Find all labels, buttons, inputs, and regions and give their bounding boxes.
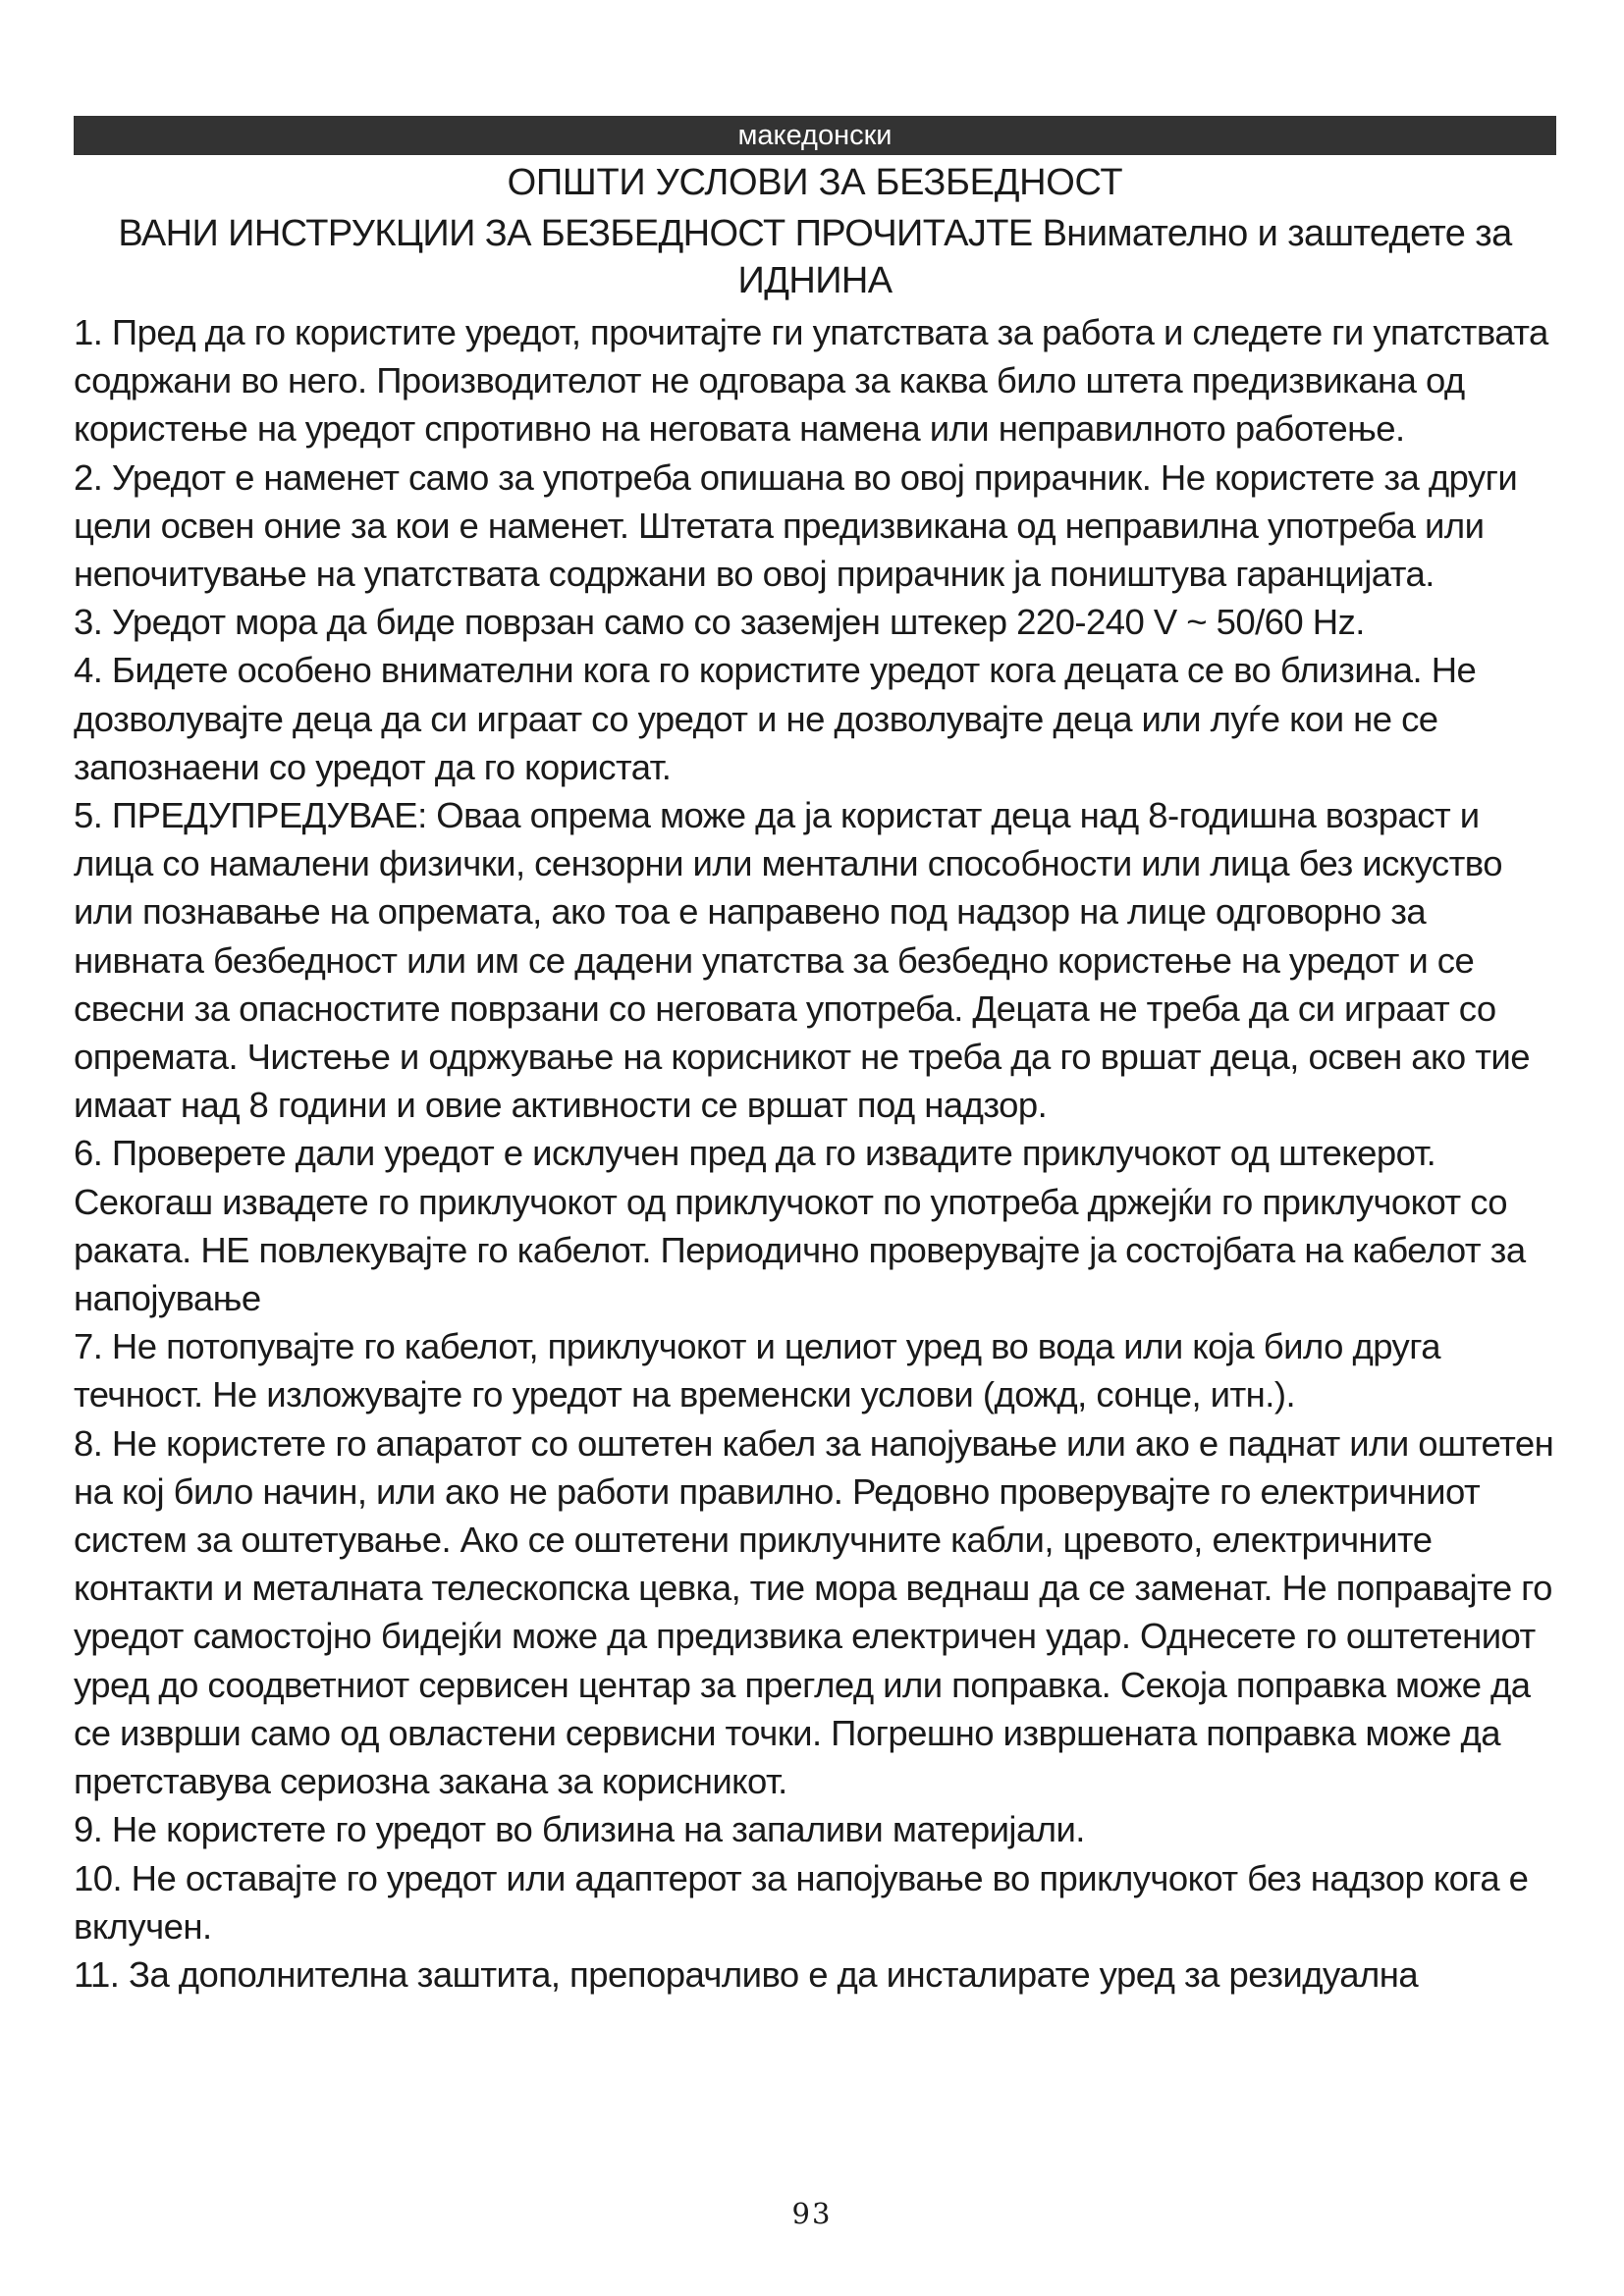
list-item: 11. За дополнителна заштита, препорачливо е да инсталирате уред за резидуална bbox=[74, 1953, 1419, 1995]
language-label: македонски bbox=[737, 120, 893, 151]
list-item: 9. Не користете го уредот во близина на запаливи материјали. bbox=[74, 1809, 1085, 1850]
list-item: 5. ПРЕДУПРЕДУВАЕ: Оваа опрема може да ја користат деца над 8-годишна возраст и лица со намалени физички, сензорни или ментални способности или лица без искуство или познавање на опремата, ако тоа е направено под надзор на лице одговорно за нивната безбедност или им се дадени упатства за безбедно користење на уредот и се свесни за опасностите поврзани со неговата употреба. Децата не треба да си играат со опремата. Чистење и одржување на корисникот не треба да го вршат деца, освен ако тие имаат над 8 години и овие активности се вршат под надзор. bbox=[74, 795, 1530, 1126]
list-item: 8. Не користете го апаратот со оштетен кабел за напојување или ако е паднат или оштетен на кој било начин, или ако не работи правилно. Редовно проверувајте го електричниот систем за оштетување. Ако се оштетени приклучните кабли, цревото, електричните контакти и металната телескопска цевка, тие мора веднаш да се заменат. Не поправајте го уредот самостојно бидејќи може да предизвика електричен удар. Однесете го оштетениот уред до соодветниот сервисен центар за преглед или поправка. Секоја поправка може да се изврши само од овластени сервисни точки. Погрешно извршената поправка може да претставува сериозна закана за корисникот. bbox=[74, 1422, 1554, 1802]
list-item: 4. Бидете особено внимателни кога го користите уредот кога децата се во близина. Не дозволувајте деца да си играат со уредот и не дозволувајте деца или луѓе кои не се запознаени со уредот да го користат. bbox=[74, 650, 1477, 787]
language-header-bar bbox=[74, 116, 1556, 155]
list-item: 6. Проверете дали уредот е исклучен пред да го извадите приклучокот од штекерот. Секогаш извадете го приклучокот од приклучокот по употреба држејќи го приклучокот со раката. НЕ повлекувајте го кабелот. Периодично проверувајте ја состојбата на кабелот за напојување bbox=[74, 1133, 1526, 1319]
list-item: 10. Не оставајте го уредот или адаптерот за напојување во приклучокот без надзор кога е вклучен. bbox=[74, 1857, 1529, 1947]
safety-instructions-list bbox=[74, 308, 1556, 1999]
list-item: 7. Не потопувајте го кабелот, приклучокот и целиот уред во вода или која било друга течност. Не изложувајте го уредот на временски услови (дожд, сонце, итн.). bbox=[74, 1326, 1440, 1415]
page-title: ОПШТИ УСЛОВИ ЗА БЕЗБЕДНОСТ bbox=[507, 162, 1123, 203]
page-number: 93 bbox=[791, 2197, 833, 2230]
document-body bbox=[74, 159, 1556, 1999]
list-item: 1. Пред да го користите уредот, прочитајте ги упатствата за работа и следете ги упатствата содржани во него. Производителот не одговара за каква било штета предизвикана од користење на уредот спротивно на неговата намена или неправилното работење. bbox=[74, 312, 1548, 450]
list-item: 2. Уредот е наменет само за употреба опишана во овој прирачник. Не користете за други цели освен оние за кои е наменет. Штетата предизвикана од неправилна употреба или непочитување на упатствата содржани во овој прирачник ја поништува гаранцијата. bbox=[74, 456, 1518, 595]
list-item: 3. Уредот мора да биде поврзан само со заземјен штекер 220-240 V ~ 50/60 Hz. bbox=[74, 602, 1365, 643]
page-subtitle: ВАНИ ИНСТРУКЦИИ ЗА БЕЗБЕДНОСТ ПРОЧИТАЈТЕ Внимателно и заштедете за ИДНИНА bbox=[118, 213, 1512, 301]
